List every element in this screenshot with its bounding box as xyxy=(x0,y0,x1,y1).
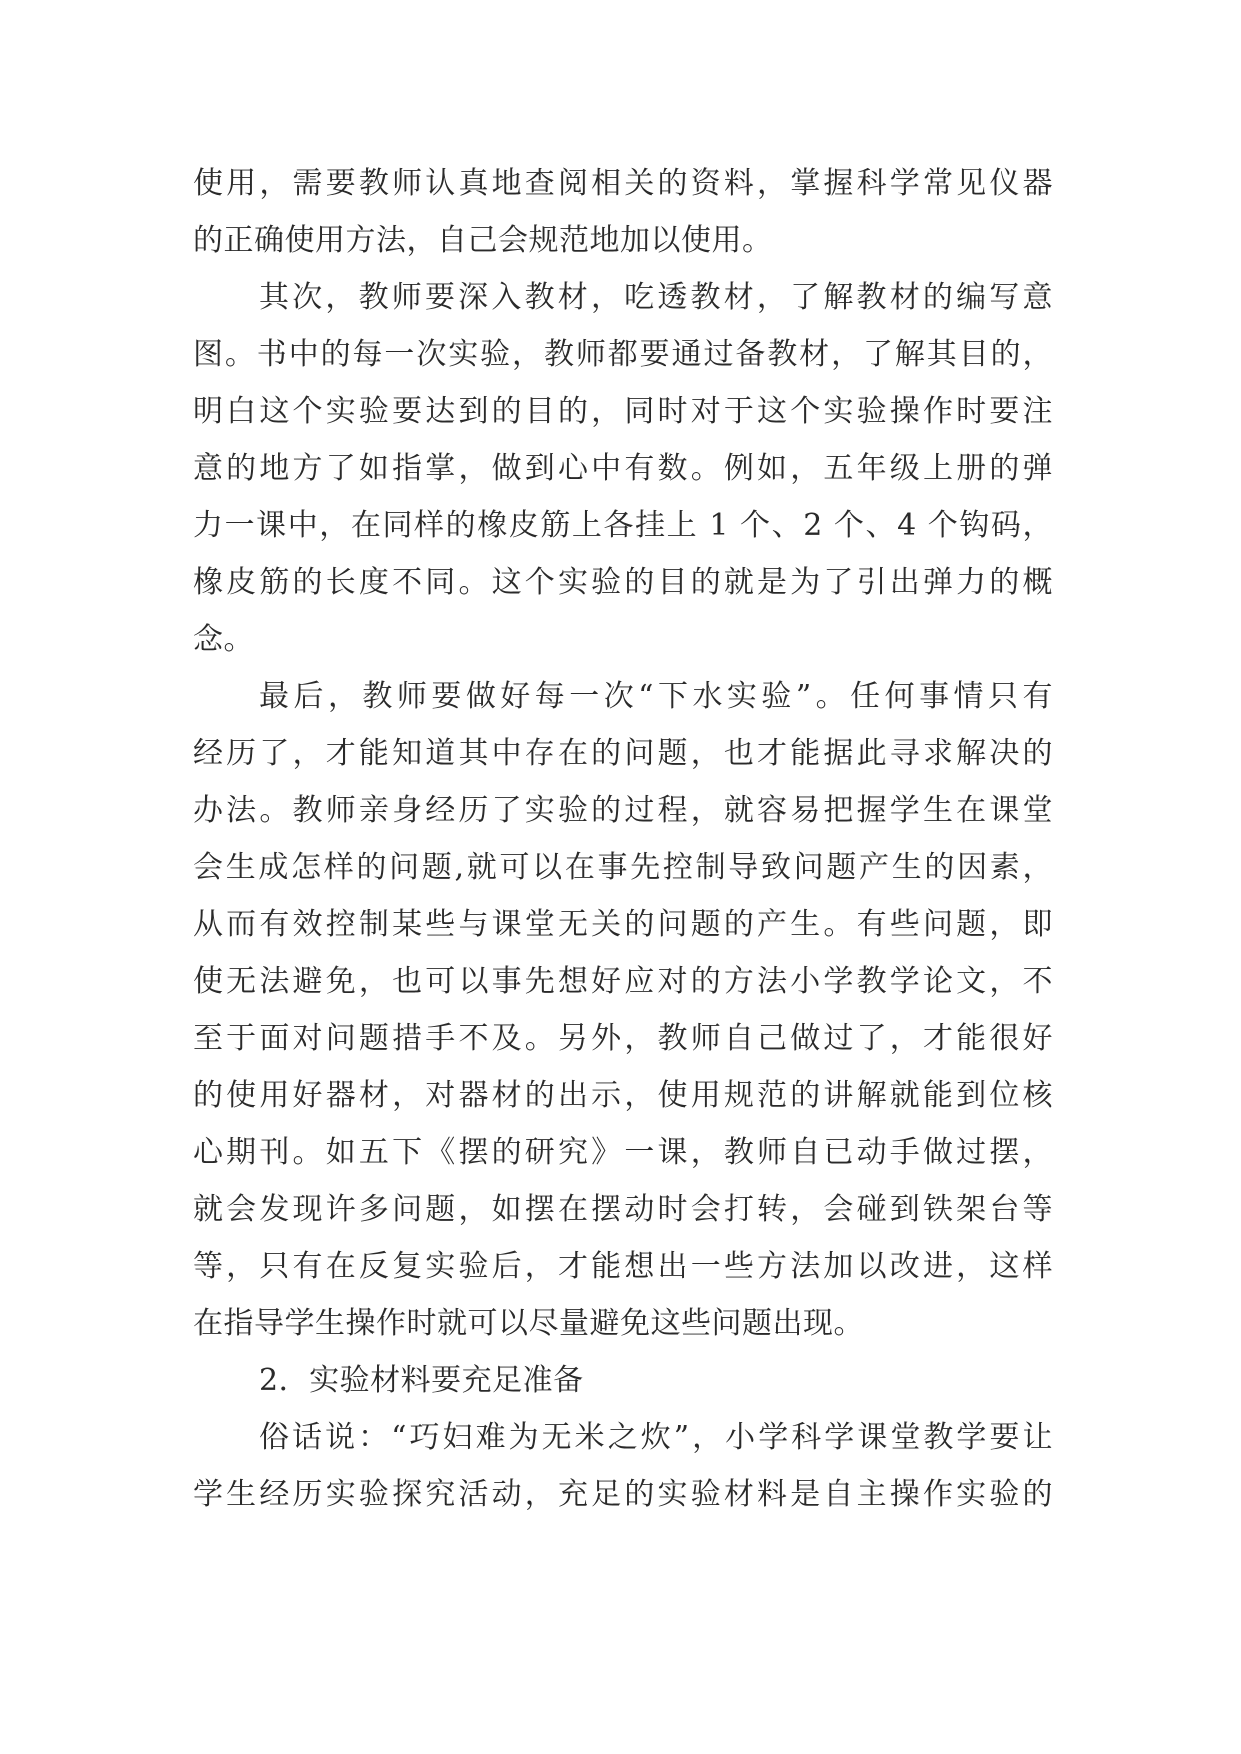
text-line: 意的地方了如指掌，做到心中有数。例如，五年级上册的弹 xyxy=(193,451,1053,486)
text-line: 在指导学生操作时就可以尽量避免这些问题出现。 xyxy=(193,1306,864,1341)
text-line: 的正确使用方法，自己会规范地加以使用。 xyxy=(193,223,773,258)
paragraph-start-line: 其次，教师要深入教材，吃透教材，了解教材的编写意 xyxy=(259,280,1053,315)
text-line: 经历了，才能知道其中存在的问题，也才能据此寻求解决的 xyxy=(193,736,1053,771)
text-line: 至于面对问题措手不及。另外，教师自己做过了，才能很好 xyxy=(193,1021,1053,1056)
text-line: 会生成怎样的问题,就可以在事先控制导致问题产生的因素， xyxy=(193,850,1053,885)
text-line: 从而有效控制某些与课堂无关的问题的产生。有些问题，即 xyxy=(193,907,1053,942)
text-line: 等，只有在反复实验后，才能想出一些方法加以改进，这样 xyxy=(193,1249,1053,1284)
text-line: 使用，需要教师认真地查阅相关的资料，掌握科学常见仪器 xyxy=(193,166,1053,201)
text-line: 的使用好器材，对器材的出示，使用规范的讲解就能到位核 xyxy=(193,1078,1053,1113)
paragraph-start-line: 最后，教师要做好每一次“下水实验”。任何事情只有 xyxy=(259,679,1053,714)
text-line: 念。 xyxy=(193,622,254,657)
section-heading: 2．实验材料要充足准备 xyxy=(259,1363,584,1398)
text-line: 使无法避免，也可以事先想好应对的方法小学教学论文，不 xyxy=(193,964,1053,999)
text-line: 办法。教师亲身经历了实验的过程，就容易把握学生在课堂 xyxy=(193,793,1053,828)
text-line: 图。书中的每一次实验，教师都要通过备教材，了解其目的， xyxy=(193,337,1053,372)
text-line: 明白这个实验要达到的目的，同时对于这个实验操作时要注 xyxy=(193,394,1053,429)
text-line: 学生经历实验探究活动，充足的实验材料是自主操作实验的 xyxy=(193,1477,1053,1512)
text-line: 橡皮筋的长度不同。这个实验的目的就是为了引出弹力的概 xyxy=(193,565,1053,600)
text-line: 就会发现许多问题，如摆在摆动时会打转，会碰到铁架台等 xyxy=(193,1192,1053,1227)
text-line: 心期刊。如五下《摆的研究》一课，教师自已动手做过摆， xyxy=(193,1135,1053,1170)
paragraph-start-line: 俗话说：“巧妇难为无米之炊”，小学科学课堂教学要让 xyxy=(259,1420,1053,1455)
text-line: 力一课中，在同样的橡皮筋上各挂上 1 个、2 个、4 个钩码， xyxy=(193,508,1053,543)
